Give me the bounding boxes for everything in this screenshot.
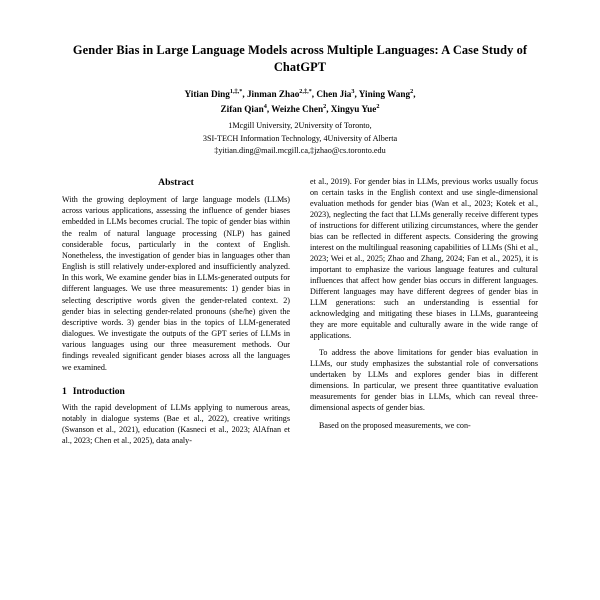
right-paragraph-2: To address the above limitations for gender bias evaluation in LLMs, our study emphasizes the substantial role of conversations undertaken by LLMs and explores gender bias in different dimensions. In particular, we present three quantitative evaluation measurements for gender bias in LLMs, which can reveal three-dimensional aspects of gender bias. [310, 348, 538, 413]
right-paragraph-1: et al., 2019). For gender bias in LLMs, previous works usually focus on certain tasks in the English context and use single-dimensional evaluation methods for gender bias (Wan et al., 2023; Kotek et al., 2023), neglecting the fact that LLMs generally receive different types of instructions for different utilizing circumstances, where the gender bias can be reflected in different aspects. Considering the growing interest on the multilingual reasoning capabilities of LLMs (Shi et al., 2023; Wei et al., 2025; Zhao and Zhang, 2024; Fan et al., 2025), it is important to emphasize the various language features and cultural influences that affect how gender bias occurs in different languages. Different languages may have different degrees of gender bias in LLM generations: such an understanding is essential for acknowledging and mitigating these biases in LLMs, guaranteeing they are more equitable and culturally aware in the wide range of applications. [310, 177, 538, 340]
section-title: Introduction [72, 385, 125, 397]
intro-paragraph-1: With the rapid development of LLMs applying to numerous areas, notably in dialogue systems (Bae et al., 2022), creative writings (Swanson et al., 2021), education (Kasneci et al., 2023; AlAfnan et al., 2023; Chen et al., 2025), data analy- [62, 402, 290, 445]
right-paragraph-3: Based on the proposed measurements, we con- [319, 421, 471, 431]
affiliation-line-2: 3SI-TECH Information Technology, 4University of Alberta [202, 133, 398, 143]
page-title: Gender Bias in Large Language Models across Multiple Languages: A Case Study of ChatGPT [72, 43, 528, 74]
right-column [310, 177, 538, 453]
author-emails: ‡yitian.ding@mail.mcgill.ca,‡jzhao@cs.toronto.edu [214, 145, 386, 155]
left-column [62, 177, 290, 453]
affiliation-line-1: 1Mcgill University, 2University of Toronto, [228, 121, 372, 131]
section-number: 1 [62, 385, 67, 397]
abstract-text: With the growing deployment of large language models (LLMs) across various applications, assessing the influence of gender biases embedded in LLMs becomes crucial. The topic of gender bias within the realm of natural language processing (NLP) has gained considerable focus, particularly in the context of English. Nonetheless, the investigation of gender bias in languages other than English is still relatively under-explored and insufficiently analyzed. In this work, We examine gender bias in LLMs-generated outputs for different languages. We use three measurements: 1) gender bias in selecting descriptive words given the gender-related context. 2) gender bias in selecting gender-related pronouns (she/he) given the descriptive words. 3) gender bias in the topics of LLM-generated dialogues. We investigate the outputs of the GPT series of LLMs in various languages using our three measurement methods. Our findings revealed significant gender biases across all the languages we examined. [62, 195, 290, 372]
author-line-1: Yitian Ding$^{1,\ddagger,*}$, Jinman Zhao$^{2,\ddagger,*}$, Chen Jia$^3$, Yining Wang$^2$, [184, 88, 416, 100]
author-list [62, 87, 538, 116]
affiliation-list [62, 120, 538, 145]
two-column-body [62, 177, 538, 453]
section-heading-introduction [62, 386, 290, 397]
author-line-2: Zifan Qian$^4$, Weizhe Chen$^2$, Xingyu Yue$^2$ [220, 102, 380, 114]
abstract-heading: Abstract [158, 177, 194, 189]
